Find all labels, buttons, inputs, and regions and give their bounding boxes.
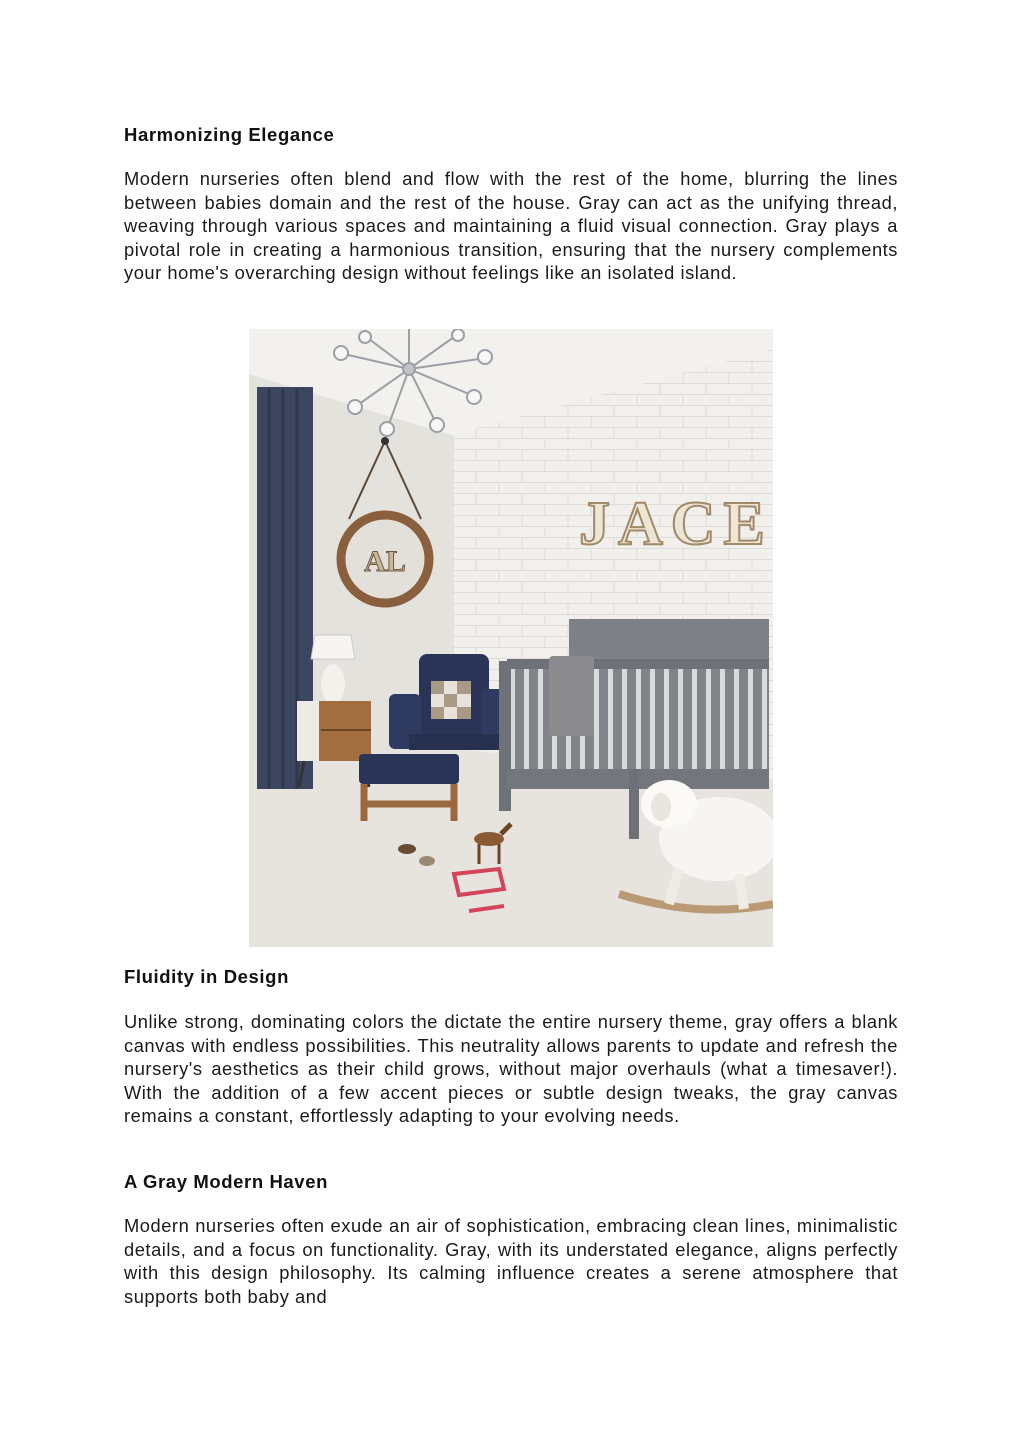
section-body-fluidity: Unlike strong, dominating colors the dictate the entire nursery theme, gray offers a blank canvas with endless possibilities. This neutrality allows parents to update and refresh the nursery's aesthetics as their child grows, without major overhauls (what a timesaver!). With the addition of a few accent pieces or subtle design tweaks, the gray canvas remains a constant, effortlessly adapting to your evolving needs. <box>124 1011 898 1127</box>
crib-blanket <box>549 656 594 736</box>
section-body-haven: Modern nurseries often exude an air of sophistication, embracing clean lines, minimalistic details, and a focus on functionality. Gray, with its understated elegance, aligns perfectly with this design philosophy. Its calming influence creates a serene atmosphere that supports both baby and <box>124 1215 898 1307</box>
nursery-photo <box>249 329 773 947</box>
wall-letters: JACE <box>579 490 773 558</box>
checkered-pillow <box>431 681 471 719</box>
section-heading-fluidity: Fluidity in Design <box>124 966 289 987</box>
section-heading-haven: A Gray Modern Haven <box>124 1171 328 1192</box>
section-heading-harmonizing: Harmonizing Elegance <box>124 124 335 145</box>
mirror-letters: AL <box>364 545 406 578</box>
section-body-harmonizing: Modern nurseries often blend and flow with the rest of the home, blurring the lines between babies domain and the rest of the house. Gray can act as the unifying thread, weaving through various spaces and maintaining a fluid visual connection. Gray plays a pivotal role in creating a harmonious transition, ensuring that the nursery complements your home's overarching design without feelings like an isolated island. <box>124 168 898 284</box>
